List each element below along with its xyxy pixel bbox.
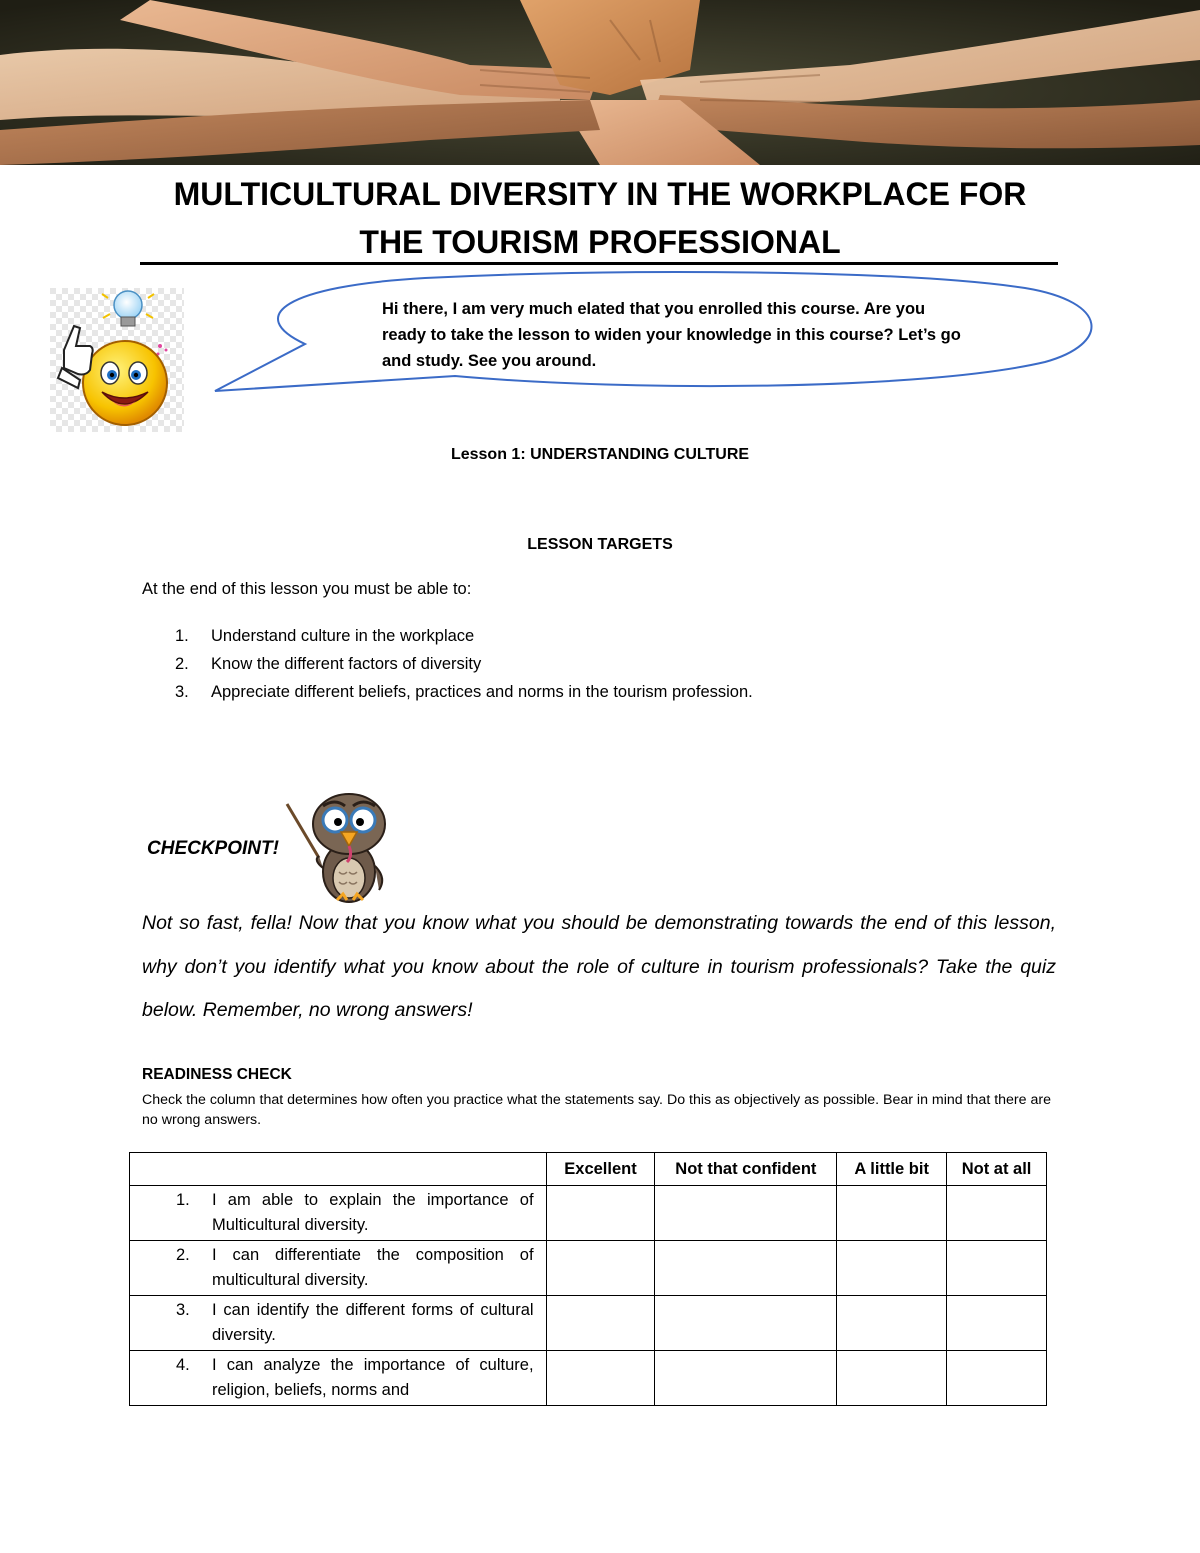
rating-cell-excellent[interactable]	[546, 1186, 655, 1241]
statement-text: I am able to explain the importance of Multicultural diversity.	[212, 1191, 534, 1234]
rating-cell-a-little-bit[interactable]	[837, 1186, 947, 1241]
lesson-targets-heading: LESSON TARGETS	[527, 536, 673, 553]
header-banner-image	[0, 0, 1200, 165]
readiness-check-heading: READINESS CHECK	[142, 1066, 292, 1083]
statement-number: 4.	[176, 1356, 190, 1374]
title-divider	[140, 262, 1058, 265]
lesson-targets-list	[175, 622, 753, 706]
statement-cell	[130, 1351, 547, 1406]
list-item-number: 2.	[175, 655, 189, 673]
rating-cell-not-that-confident[interactable]	[655, 1296, 837, 1351]
table-row	[130, 1351, 1047, 1406]
rating-cell-not-at-all[interactable]	[947, 1241, 1047, 1296]
column-header-statement	[130, 1153, 547, 1186]
checkpoint-label: CHECKPOINT!	[147, 838, 279, 859]
list-item-text: Understand culture in the workplace	[211, 627, 475, 645]
column-header-excellent: Excellent	[546, 1153, 655, 1186]
statement-text: I can identify the different forms of cultural diversity.	[212, 1301, 534, 1344]
list-item	[175, 678, 753, 706]
speech-bubble-text: Hi there, I am very much elated that you enrolled this course. Are you ready to take the lesson to widen your knowledge in this course? Let’s go and study. See you around.	[382, 300, 961, 370]
statement-text: I can differentiate the composition of multicultural diversity.	[212, 1246, 534, 1289]
document-title-line1: MULTICULTURAL DIVERSITY IN THE WORKPLACE FOR	[173, 176, 1027, 212]
lesson-title: Lesson 1: UNDERSTANDING CULTURE	[450, 446, 750, 463]
rating-cell-a-little-bit[interactable]	[837, 1241, 947, 1296]
table-row	[130, 1296, 1047, 1351]
list-item-text: Appreciate different beliefs, practices and norms in the tourism profession.	[211, 683, 753, 701]
rating-cell-not-that-confident[interactable]	[655, 1241, 837, 1296]
lesson-targets-intro: At the end of this lesson you must be able to:	[142, 580, 472, 598]
statement-cell	[130, 1296, 547, 1351]
table-row	[130, 1186, 1047, 1241]
table-row	[130, 1241, 1047, 1296]
rating-cell-not-that-confident[interactable]	[655, 1186, 837, 1241]
statement-number: 2.	[176, 1246, 190, 1264]
column-header-not-at-all: Not at all	[947, 1153, 1047, 1186]
rating-cell-excellent[interactable]	[546, 1351, 655, 1406]
owl-teacher-icon	[283, 786, 393, 906]
rating-cell-excellent[interactable]	[546, 1241, 655, 1296]
list-item	[175, 622, 753, 650]
hands-circle-photo-icon	[0, 0, 1200, 165]
statement-text: I can analyze the importance of culture, religion, beliefs, norms and	[212, 1356, 534, 1399]
rating-cell-not-at-all[interactable]	[947, 1296, 1047, 1351]
statement-cell	[130, 1186, 547, 1241]
table-header-row	[130, 1153, 1047, 1186]
rating-cell-not-at-all[interactable]	[947, 1186, 1047, 1241]
rating-cell-not-at-all[interactable]	[947, 1351, 1047, 1406]
checkpoint-text: Not so fast, fella! Now that you know what you should be demonstrating towards the end of this lesson, why don’t you identify what you know about the role of culture in tourism professionals? Take the quiz below. Remember, no wrong answers!	[142, 912, 1056, 1021]
readiness-check-table	[129, 1152, 1047, 1406]
list-item-number: 3.	[175, 683, 189, 701]
list-item-text: Know the different factors of diversity	[211, 655, 482, 673]
readiness-check-instructions: Check the column that determines how often you practice what the statements say. Do this as objectively as possible. Bear in mind that there are no wrong answers.	[142, 1092, 1051, 1128]
document-title	[140, 170, 1060, 266]
rating-cell-a-little-bit[interactable]	[837, 1296, 947, 1351]
rating-cell-not-that-confident[interactable]	[655, 1351, 837, 1406]
column-header-not-that-confident: Not that confident	[655, 1153, 837, 1186]
statement-number: 3.	[176, 1301, 190, 1319]
statement-cell	[130, 1241, 547, 1296]
rating-cell-excellent[interactable]	[546, 1296, 655, 1351]
document-title-line2: THE TOURISM PROFESSIONAL	[359, 224, 841, 260]
statement-number: 1.	[176, 1191, 190, 1209]
smiley-lightbulb-icon	[50, 288, 184, 432]
list-item-number: 1.	[175, 627, 189, 645]
rating-cell-a-little-bit[interactable]	[837, 1351, 947, 1406]
column-header-a-little-bit: A little bit	[837, 1153, 947, 1186]
list-item	[175, 650, 753, 678]
